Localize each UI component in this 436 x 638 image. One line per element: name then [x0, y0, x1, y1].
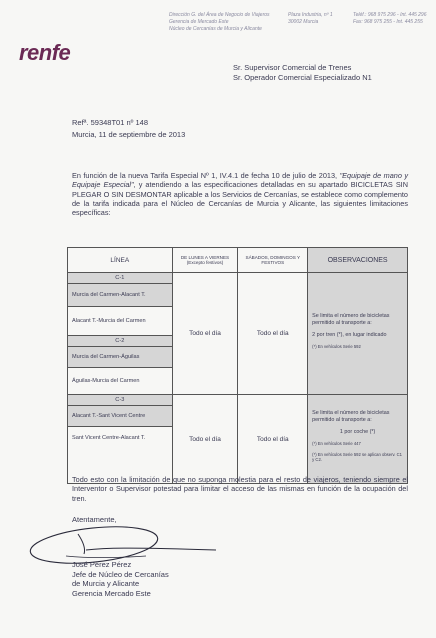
table-row: Murcia del Carmen-Alacant T.: [68, 284, 173, 307]
recipient-line: Sr. Supervisor Comercial de Trenes: [233, 63, 352, 72]
obs-note: (*) En vehículos Serie 592 se aplican observ. C1 y C2.: [312, 451, 402, 463]
signer-line: José Pérez Pérez: [72, 560, 132, 569]
observations-cell: [308, 395, 408, 484]
header-address-block: [169, 12, 270, 33]
table-row: Murcia del Carmen-Águilas: [68, 347, 173, 368]
header-line: Núcleo de Cercanías de Murcia y Alicante: [169, 26, 262, 32]
intro-text: , y atendiendo a las especificaciones detalladas en su apartado BICICLETAS SIN PLEGAR O SIN DESMONTAR aplicable a los Servicios de Cercanías, se establece como complemento de la tarifa indicada para el Núcleo de Cercanías de Murcia y Alicante, las siguientes limitaciones específicas:: [72, 180, 408, 218]
recipient-block: [233, 63, 372, 82]
signer-line: Jefe de Núcleo de Cercanías: [72, 569, 169, 579]
obs-text: 1 por coche (*): [339, 429, 376, 436]
intro-paragraph: [72, 171, 408, 217]
weekdays-cell: Todo el día: [172, 395, 238, 484]
line-code: C-3: [68, 395, 173, 406]
table-row: Alacant T.-Murcia del Carmen: [68, 307, 173, 336]
header-weekdays: [172, 248, 238, 273]
reference-block: [72, 117, 185, 141]
intro-emphasis: "Equipaje de mano y Equipaje Especial": [72, 171, 409, 190]
header-line: Dirección G. del Área de Negocio de Viajeros: [169, 12, 270, 18]
obs-note: (*) En vehículos Serie 447: [312, 441, 361, 447]
header-street-block: [288, 12, 333, 26]
obs-note: (*) En vehículos Serie 592: [312, 343, 361, 349]
signer-block: [72, 560, 169, 598]
reference-number: Refª. 59348T01 nº 148: [72, 118, 148, 127]
signer-line: Gerencia Mercado Este: [72, 588, 151, 598]
header-line: Fax: 968 975 255 - Int. 445 255: [353, 19, 423, 25]
header-line: Gerencia de Mercado Este: [169, 19, 229, 25]
line-code: C-1: [68, 273, 173, 284]
weekdays-cell: Todo el día: [172, 273, 238, 395]
table-row: Alacant T.-Sant Vicent Centre: [68, 406, 173, 427]
header-weekend: SÁBADOS, DOMINGOS Y FESTIVOS: [238, 248, 308, 273]
header-observations: OBSERVACIONES: [308, 248, 408, 273]
table-row: Sant Vicent Centre-Alacant T.: [68, 427, 173, 484]
header-line: 30002 Murcia: [288, 19, 319, 25]
recipient-line: Sr. Operador Comercial Especializado N1: [233, 72, 372, 82]
obs-text: Se limita el número de bicicletas permitido al transporte a:: [312, 410, 390, 424]
closing-paragraph: Todo esto con la limitación de que no suponga molestia para el resto de viajeros, teniendo siempre el Interventor o Supervisor potestad para limitar el acceso de las mismas en función de la ocupación del tren.: [72, 475, 408, 503]
renfe-logo: renfe: [19, 40, 71, 65]
observations-cell: [308, 273, 408, 395]
line-code: C-2: [68, 336, 173, 347]
obs-text: 2 por tren (*), en lugar indicado: [312, 331, 387, 338]
header-line: Plaza Industria, nº 1: [288, 12, 333, 18]
letter-date: Murcia, 11 de septiembre de 2013: [72, 130, 186, 139]
header-linea: LÍNEA: [68, 248, 173, 273]
signer-line: de Murcia y Alicante: [72, 579, 140, 588]
table-header-row: [68, 248, 408, 273]
header-weekdays-note: (Excepto festivos): [186, 260, 224, 265]
header-line: Teléf.: 968 975 296 - Int. 445 296: [353, 12, 427, 18]
intro-text: En función de la nueva Tarifa Especial Nº 1, IV.4.1 de fecha 10 de julio de 2013,: [72, 171, 340, 180]
table-row: Águilas-Murcia del Carmen: [68, 368, 173, 395]
weekend-cell: Todo el día: [238, 273, 308, 395]
obs-text: Se limita el número de bicicletas permitido al transporte a:: [312, 312, 390, 326]
limitations-table: [67, 247, 408, 484]
weekend-cell: Todo el día: [238, 395, 308, 484]
header-weekdays-text: DE LUNES A VIERNES: [180, 254, 230, 260]
regards: Atentamente,: [72, 515, 117, 524]
header-phone-block: [353, 12, 426, 26]
